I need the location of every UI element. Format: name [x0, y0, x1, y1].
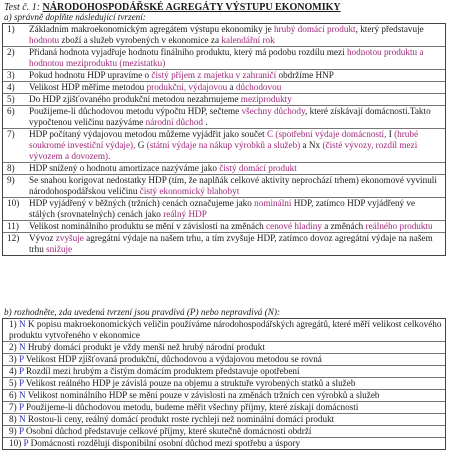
statement-text: Velikost reálného HDP je závislá pouze na objemu a struktuře vyrobených statků a služeb: [25, 378, 356, 388]
statement-text: Rozdíl mezi hrubým a čistým domácím produktem představuje opotřebení: [26, 366, 300, 376]
fill-in-item: [3, 47, 445, 70]
true-false-item: [3, 438, 445, 449]
item-number: 5): [7, 94, 15, 104]
item-number: 10): [7, 198, 20, 208]
statement-text: Velikost nominálního produktu se mění v závislosti na změnách: [29, 221, 267, 231]
answer-text: reálný HDP: [163, 209, 207, 219]
statement-text: Hrubý domácí produkt je vždy menší než hrubý národní produkt: [27, 342, 265, 352]
answer-text: meziprodukty: [240, 94, 292, 104]
answer-letter: P: [18, 402, 24, 412]
statement-text: , které získávají domácnosti.Takto vypočtenou veličinu nazýváme: [29, 106, 431, 127]
answer-text: důchodovou: [235, 82, 282, 92]
statement-text: Použijeme-li důchodovou metodu výpočtu HDP, sečteme: [29, 106, 242, 116]
true-false-item: [3, 378, 445, 390]
statement-text: Rostou-li ceny, reálný domácí produkt roste rychleji než nominální domácí produkt: [27, 414, 335, 424]
answer-letter: N: [18, 319, 26, 329]
fill-in-item: [3, 175, 445, 198]
fill-in-item: [3, 106, 445, 129]
statement-text: I: [388, 129, 395, 139]
answer-letter: P: [18, 366, 24, 376]
statement-text: obdržíme HNP: [276, 70, 334, 80]
answer-letter: P: [23, 438, 29, 448]
statement-text: HDP snížený o hodnotu amortizace nazýváme jako: [29, 163, 220, 173]
item-number: 4): [7, 82, 15, 92]
fill-in-item: [3, 129, 445, 163]
item-number: 3): [9, 354, 17, 364]
answer-text: C (spotřební výdaje domácností,: [266, 129, 389, 139]
fill-in-item: [3, 221, 445, 233]
section-b-box: [2, 318, 446, 450]
answer-text: kalendářní rok: [221, 35, 275, 45]
fill-in-item: [3, 24, 445, 47]
statement-text: .: [203, 117, 208, 127]
section-b-heading: b) rozhodněte, zda uvedená tvrzení jsou pravdivá (P) nebo nepravdivá (N):: [4, 307, 280, 317]
statement-text: G: [137, 140, 147, 150]
true-false-item: [3, 342, 445, 354]
statement-text: K popisu makroekonomických veličin používáme národohospodářských agregátů, které měří velikost celkového produktu vytvořeného v ekonomice: [9, 319, 442, 340]
answer-text: reálného produktu: [365, 221, 433, 231]
true-false-item: [3, 319, 445, 342]
answer-letter: N: [18, 390, 26, 400]
item-number: 1): [7, 24, 15, 34]
answer-text: snižuje: [46, 244, 73, 254]
section-a-box: [2, 23, 446, 256]
answer-letter: P: [18, 426, 24, 436]
statement-text: HDP počítaný výdajovou metodou můžeme vyjádřit jako součet: [29, 129, 267, 139]
true-false-item: [3, 390, 445, 402]
item-number: 1): [9, 319, 17, 329]
answer-text: národní důchod: [145, 117, 204, 127]
statement-text: Velikost nominálního HDP se mění pouze v závislosti na změnách tržních cen výrobků a služeb: [27, 390, 380, 400]
answer-text: čistý ekonomický blahobyt: [139, 186, 240, 196]
statement-text: HDP, zatímco HDP vyjádřený ve stálých (srovnatelných) cenách jako: [29, 198, 416, 219]
answer-text: hodnotou produktu a hodnotou meziproduktu (mezistatku): [29, 47, 424, 68]
fill-in-item: [3, 70, 445, 82]
true-false-item: [3, 426, 445, 438]
statement-text: a: [227, 82, 236, 92]
item-number: 12): [7, 233, 20, 243]
statement-text: agregátní výdaje na našem trhu, a tím zvyšuje HDP, zatímco dovoz agregátní výdaje na našem trhu: [29, 233, 433, 254]
answer-text: hodnotu: [29, 35, 60, 45]
true-false-item: [3, 414, 445, 426]
statement-text: Velikost HDP měříme metodou: [29, 82, 147, 92]
answer-text: čistý domácí produkt: [219, 163, 297, 173]
answer-letter: N: [18, 342, 26, 352]
answer-text: (státní výdaje na nákup výrobků a služeb): [146, 140, 301, 150]
statement-text: Do HDP zjišťovaného produkční metodou nezahrnujeme: [29, 94, 241, 104]
item-number: 8): [9, 414, 17, 424]
item-number: 7): [7, 129, 15, 139]
fill-in-item: [3, 82, 445, 94]
fill-in-item: [3, 94, 445, 106]
statement-text: , který představuje: [355, 24, 424, 34]
item-number: 6): [9, 390, 17, 400]
answer-text: zvyšuje: [55, 233, 84, 243]
statement-text: a Nx: [300, 140, 323, 150]
item-number: 10): [9, 438, 22, 448]
statement-text: Se snahou korigovat nedostatky HDP (tím, že naplňák celkové aktivity neprochází trhem) ekonomové vyvinuli národohospodářskou veličinu: [29, 175, 437, 196]
true-false-item: [3, 354, 445, 366]
statement-text: Osobní důchod představuje celkové příjmy, které skutečně domácnosti obdrží: [26, 426, 312, 436]
worksheet-topic: NÁRODOHOSPODÁŘSKÉ AGREGÁTY VÝSTUPU EKONOMIKY: [42, 2, 341, 13]
item-number: 9): [9, 426, 17, 436]
statement-text: Domácnosti rozdělují disponibilní osobní důchod mezi spotřebu a úspory: [30, 438, 301, 448]
true-false-item: [3, 366, 445, 378]
item-number: 11): [7, 221, 19, 231]
item-number: 7): [9, 402, 17, 412]
statement-text: Přidaná hodnota vyjadřuje hodnotu finálního produktu, který má podobu rozdílu mezi: [29, 47, 347, 57]
statement-text: Použijeme-li důchodovou metodu, budeme měřit všechny příjmy, které získají domácnosti: [26, 402, 359, 412]
statement-text: Vývoz: [29, 233, 56, 243]
item-number: 2): [9, 342, 17, 352]
statement-text: Pokud hodnotu HDP upravíme o: [29, 70, 152, 80]
answer-text: (hrubé soukromé investiční výdaje),: [29, 129, 419, 150]
statement-text: zboží a služeb vyrobených v ekonomice za: [59, 35, 222, 45]
answer-text: čistý příjem z majetku v zahraničí: [151, 70, 277, 80]
answer-letter: P: [18, 354, 24, 364]
item-number: 8): [7, 163, 15, 173]
item-number: 6): [7, 106, 15, 116]
test-number: Test č. 1:: [4, 2, 41, 13]
answer-text: hrubý domácí produkt: [273, 24, 356, 34]
statement-text: HDP vyjádřený v běžných (tržních) cenách označujeme jako: [29, 198, 255, 208]
fill-in-item: [3, 163, 445, 175]
item-number: 5): [9, 378, 17, 388]
fill-in-item: [3, 233, 445, 255]
item-number: 9): [7, 175, 15, 185]
answer-text: produkční, výdajovou: [146, 82, 228, 92]
statement-text: Základním makroekonomickým agregátem výstupu ekonomiky je: [29, 24, 274, 34]
answer-text: cenové hladiny: [266, 221, 322, 231]
answer-letter: P: [18, 378, 24, 388]
item-number: 2): [7, 47, 15, 57]
true-false-item: [3, 402, 445, 414]
statement-text: a změnách: [321, 221, 366, 231]
fill-in-item: [3, 198, 445, 221]
item-number: 4): [9, 366, 17, 376]
answer-text: všechny důchody: [241, 106, 306, 116]
statement-text: Velikost HDP zjišťovaná produkční, důchodovou a výdajovou metodou se rovná: [25, 354, 322, 364]
item-number: 3): [7, 70, 15, 80]
answer-text: (čisté vývozy, rozdíl mezi vývozem a dovozem).: [29, 140, 418, 161]
answer-letter: N: [18, 414, 26, 424]
section-a-heading: a) správně doplňte následující tvrzení:: [4, 12, 146, 22]
answer-text: nominální: [254, 198, 292, 208]
